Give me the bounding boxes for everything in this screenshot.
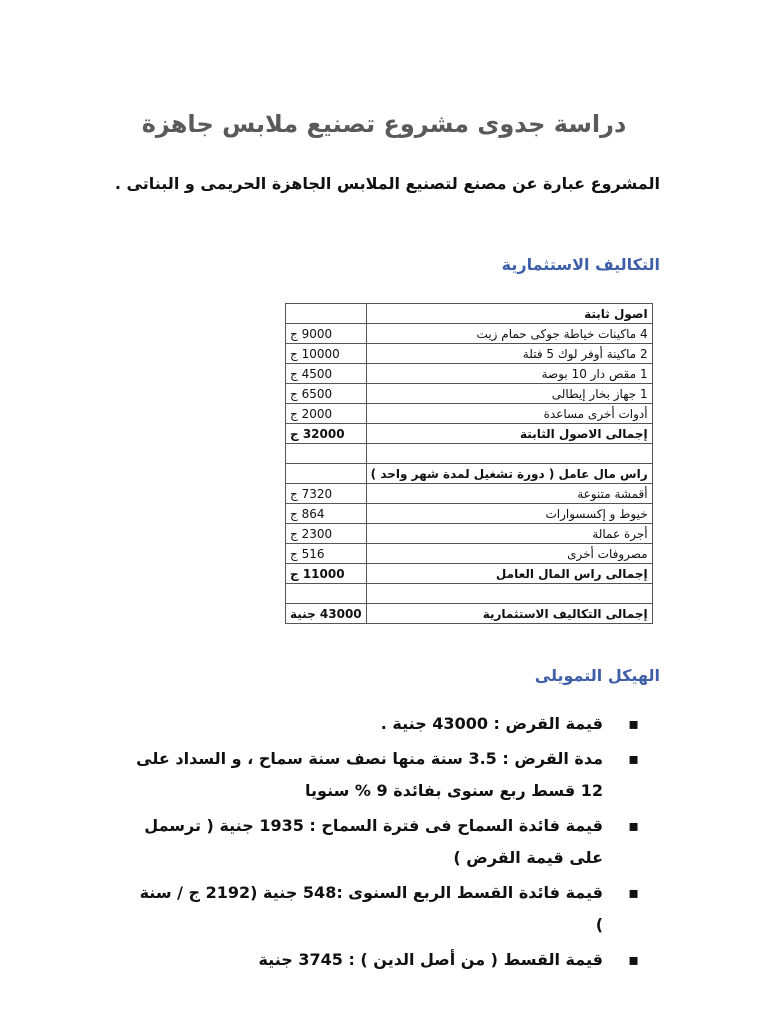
cost-amount-cell: 4500 ج <box>286 364 367 384</box>
page-title: دراسة جدوى مشروع تصنيع ملابس جاهزة <box>141 110 627 138</box>
cost-label-cell: 4 ماكينات خياطة جوكى حمام زيت <box>366 324 652 344</box>
cost-label-cell: اصول ثابتة <box>366 304 652 324</box>
finance-item-text: مدة القرض : 3.5 سنة منها نصف سنة سماح ، و السداد على 12 قسط ربع سنوى بفائدة 9 % سنويا <box>136 749 603 800</box>
cost-label-cell: مصروفات أخرى <box>366 544 652 564</box>
cost-amount-cell: 6500 ج <box>286 384 367 404</box>
table-row <box>286 504 653 524</box>
table-row <box>286 444 653 464</box>
list-item <box>133 810 639 874</box>
finance-item-text: قيمة فائدة السماح فى فترة السماح : 1935 جنية ( ترسمل على قيمة القرض ) <box>144 816 603 867</box>
cost-label-cell: 1 جهاز بخار إيطالى <box>366 384 652 404</box>
bullet-icon: ▪ <box>628 883 639 902</box>
table-row <box>286 564 653 584</box>
cost-amount-cell: 2300 ج <box>286 524 367 544</box>
cost-label-cell <box>366 444 652 464</box>
finance-item-text: قيمة فائدة القسط الربع السنوى :548 جنية (2192 ج / سنة ) <box>139 883 603 934</box>
finance-item-text: قيمة القسط ( من أصل الدين ) : 3745 جنية <box>258 950 603 969</box>
cost-amount-cell <box>286 444 367 464</box>
table-row <box>286 344 653 364</box>
cost-label-cell: 1 مقص دار 10 بوصة <box>366 364 652 384</box>
cost-amount-cell: 11000 ج <box>286 564 367 584</box>
table-row <box>286 364 653 384</box>
cost-label-cell: إجمالى راس المال العامل <box>366 564 652 584</box>
bullet-icon: ▪ <box>628 816 639 835</box>
cost-label-cell: أقمشة متنوعة <box>366 484 652 504</box>
intro-paragraph: المشروع عبارة عن مصنع لتصنيع الملابس الجاهزة الحريمى و البناتى . <box>114 174 660 193</box>
finance-heading: الهيكل التمويلى <box>534 666 660 685</box>
investment-heading: التكاليف الاستثمارية <box>501 255 660 274</box>
list-item <box>133 743 639 807</box>
table-row <box>286 404 653 424</box>
list-item <box>133 708 639 740</box>
finance-item-text: قيمة القرض : 43000 جنية . <box>380 714 603 733</box>
cost-amount-cell: 9000 ج <box>286 324 367 344</box>
investment-cost-table <box>285 303 653 624</box>
bullet-icon: ▪ <box>628 950 639 969</box>
cost-label-cell: 2 ماكينة أوفر لوك 5 فتلة <box>366 344 652 364</box>
finance-list <box>133 708 639 979</box>
cost-label-cell: إجمالى التكاليف الاستثمارية <box>366 604 652 624</box>
table-row <box>286 484 653 504</box>
table-row <box>286 524 653 544</box>
cost-label-cell <box>366 584 652 604</box>
cost-amount-cell: 10000 ج <box>286 344 367 364</box>
cost-label-cell: أجرة عمالة <box>366 524 652 544</box>
list-item <box>133 944 639 976</box>
table-row <box>286 324 653 344</box>
cost-amount-cell: 43000 جنية <box>286 604 367 624</box>
table-row <box>286 464 653 484</box>
table-row <box>286 424 653 444</box>
bullet-icon: ▪ <box>628 714 639 733</box>
table-row <box>286 604 653 624</box>
table-row <box>286 304 653 324</box>
cost-amount-cell: 2000 ج <box>286 404 367 424</box>
cost-amount-cell: 32000 ج <box>286 424 367 444</box>
cost-amount-cell <box>286 464 367 484</box>
cost-amount-cell <box>286 584 367 604</box>
cost-label-cell: راس مال عامل ( دورة تشغيل لمدة شهر واحد ) <box>366 464 652 484</box>
cost-label-cell: خيوط و إكسسوارات <box>366 504 652 524</box>
table-row <box>286 384 653 404</box>
table-row <box>286 544 653 564</box>
cost-amount-cell: 516 ج <box>286 544 367 564</box>
cost-label-cell: إجمالى الاصول الثابتة <box>366 424 652 444</box>
cost-amount-cell <box>286 304 367 324</box>
bullet-icon: ▪ <box>628 749 639 768</box>
list-item <box>133 877 639 941</box>
table-row <box>286 584 653 604</box>
cost-amount-cell: 7320 ج <box>286 484 367 504</box>
cost-label-cell: أدوات أخرى مساعدة <box>366 404 652 424</box>
cost-amount-cell: 864 ج <box>286 504 367 524</box>
